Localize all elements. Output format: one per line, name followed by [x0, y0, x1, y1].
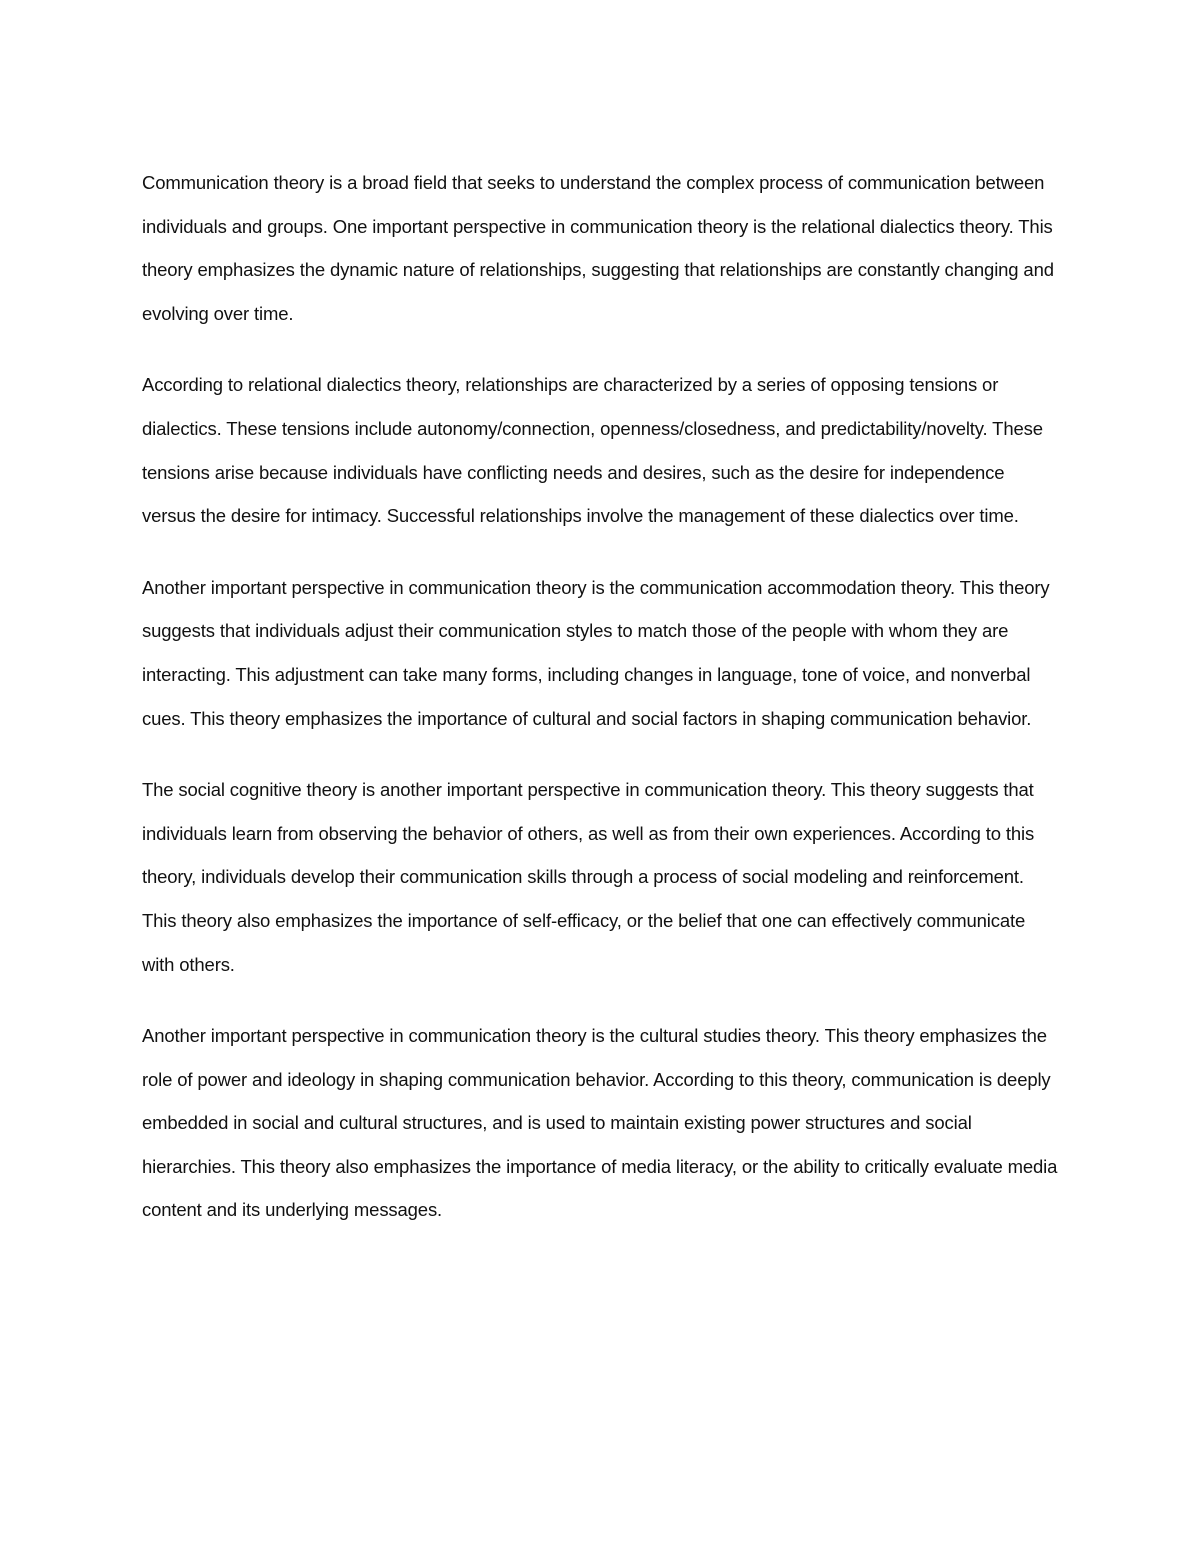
paragraph-accommodation-theory: Another important perspective in communication theory is the communication accommodation theory. This theory suggests that individuals adjust their communication styles to match those of the people with whom they are interacting. This adjustment can take many forms, including changes in language, tone of voice, and nonverbal cues. This theory emphasizes the importance of cultural and social factors in shaping communication behavior. [142, 576, 1050, 729]
paragraph-cultural-studies-theory: Another important perspective in communication theory is the cultural studies theory. This theory emphasizes the role of power and ideology in shaping communication behavior. According to this theory, communication is deeply embedded in social and cultural structures, and is used to maintain existing power structures and social hierarchies. This theory also emphasizes the importance of media literacy, or the ability to critically evaluate media content and its underlying messages. [142, 1025, 1058, 1221]
paragraph-relational-dialectics-intro: Communication theory is a broad field that seeks to understand the complex process of communication between individuals and groups. One important perspective in communication theory is the relational dialectics theory. This theory emphasizes the dynamic nature of relationships, suggesting that relationships are constantly changing and evolving over time. [142, 172, 1054, 324]
paragraph-social-cognitive-theory: The social cognitive theory is another important perspective in communication theory. This theory suggests that individuals learn from observing the behavior of others, as well as from their own experiences. According to this theory, individuals develop their communication skills through a process of social modeling and reinforcement. This theory also emphasizes the importance of self-efficacy, or the belief that one can effectively communicate with others. [142, 779, 1035, 975]
paragraph-dialectic-tensions: According to relational dialectics theory, relationships are characterized by a series of opposing tensions or dialectics. These tensions include autonomy/connection, openness/closedness, and predictability/novelty. These tensions arise because individuals have conflicting needs and desires, such as the desire for independence versus the desire for intimacy. Successful relationships involve the management of these dialectics over time. [142, 374, 1043, 527]
document-body [142, 161, 1062, 1260]
